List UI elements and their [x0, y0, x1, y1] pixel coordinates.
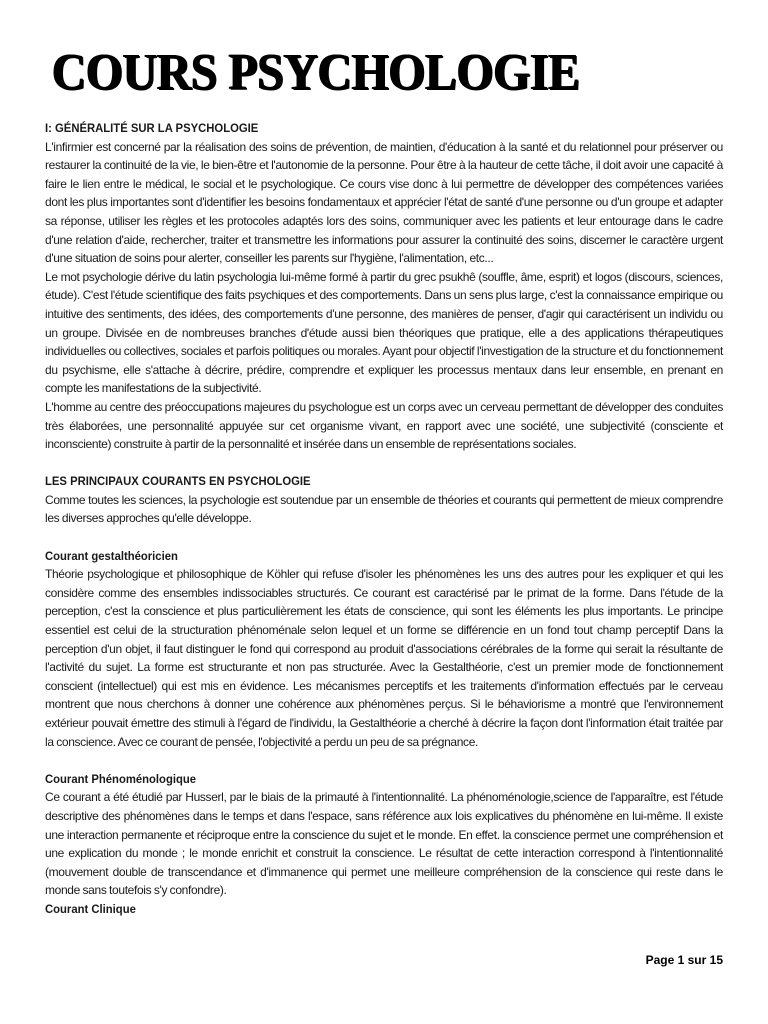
document-body: [45, 119, 723, 919]
paragraph: Le mot psychologie dérive du latin psychologia lui-même formé à partir du grec psukhê (souffle, âme, esprit) et logos (discours, sciences, étude). C'est l'étude scientifique des faits psychiques et des comportements. Dans un sens plus large, c'est la connaissance empirique ou intuitive des sentiments, des idées, des comportements d'une personne, des manières de penser, d'agir qui caractérisent un individu ou un groupe. Divisée en de nombreuses branches d'étude aussi bien théoriques que pratique, elle a des applications thérapeutiques individuelles ou collectives, sociales et parfois politiques ou morales. Ayant pour objectif l'investigation de la structure et du fonctionnement du psychisme, elle s'attache à décrire, prédire, comprendre et expliquer les processus mentaux dans leur ensemble, en prenant en compte les manifestations de la subjectivité.: [45, 269, 723, 396]
section-heading-clinique: Courant Clinique: [45, 901, 136, 916]
paragraph: Théorie psychologique et philosophique de Köhler qui refuse d'isoler les phénomènes les uns des autres pour les expliquer et qui les considère comme des ensembles indissociables structurés. Ce courant est caractérisé par le primat de la forme. Dans l'étude de la perception, c'est la conscience et plus particulièrement les états de conscience, qui sont les éléments les plus importants. Le principe essentiel est celui de la structuration phénoménale selon lequel et un forme se différencie en un fond tout champ perceptif Dans la perception d'un objet, il faut distinguer le fond qui correspond au produit d'associations cérébrales de la forme qui serait la résultante de l'activité du sujet. La forme est structurante et non pas structurée. Avec la Gestalthéorie, c'est un premier mode de fonctionnement conscient (intellectuel) qui est mis en évidence. Les mécanismes perceptifs et les traitements d'information effectués par le cerveau montrent que nous cherchons à donner une cohérence aux phénomènes perçus. Si le béhaviorisme a montré que l'environnement extérieur pouvait émettre des stimuli à l'égard de l'individu, la Gestalthéorie a cherché à décrire la façon dont l'information était traitée par la conscience. Avec ce courant de pensée, l'objectivité a perdu un peu de sa prégnance.: [45, 567, 723, 749]
section-heading-generalite: I: GÉNÉRALITÉ SUR LA PSYCHOLOGIE: [45, 121, 259, 135]
section-heading-courants: LES PRINCIPAUX COURANTS EN PSYCHOLOGIE: [45, 474, 311, 489]
section-heading-phenomenologique: Courant Phénoménologique: [45, 771, 197, 786]
page-number: Page 1 sur 15: [645, 953, 723, 967]
paragraph: Comme toutes les sciences, la psychologie est soutendue par un ensemble de théories et courants qui permettent de mieux comprendre les diverses approches qu'elle développe.: [45, 492, 723, 526]
section-heading-gestalt: Courant gestalthéoricien: [45, 548, 178, 563]
paragraph: Ce courant a été étudié par Husserl, par le biais de la primauté à l'intentionnalité. La phénoménologie,science de l'apparaître, est l'étude descriptive des phénomènes dans le temps et dans l'espace, sans référence aux lois explicatives du phénomène en lui-même. Il existe une interaction permanente et réciproque entre la conscience du sujet et le monde. En effet. la conscience permet une compréhension et une explication du monde ; le monde enrichit et construit la conscience. Le résultat de cette interaction correspond à l'intentionnalité (mouvement double de transcendance et d'immanence qui permet une meilleure compréhension de la conscience qui reste dans le monde sans toutefois s'y confondre).: [45, 790, 723, 898]
document-title: COURS PSYCHOLOGIE: [52, 44, 580, 101]
paragraph: L'infirmier est concerné par la réalisation des soins de prévention, de maintien, d'éducation à la santé et du relationnel pour préserver ou restaurer la continuité de la vie, le bien-être et l'autonomie de la personne. Pour être à la hauteur de cette tâche, il doit avoir une capacité à faire le lien entre le médical, le social et le psychologique. Ce cours vise donc à lui permettre de développer des compétences variées dont les plus importantes sont d'identifier les besoins fondamentaux et apprécier l'état de santé d'une personne ou d'un groupe et adapter sa réponse, utiliser les règles et les protocoles adaptés lors des soins, communiquer avec les patients et leur entourage dans le cadre d'une relation d'aide, rechercher, traiter et transmettre les informations pour assurer la continuité des soins, discerner le caractère urgent d'une situation de soins pour alerter, conseiller les parents sur l'hygiène, l'alimentation, etc...: [45, 139, 723, 266]
paragraph: L'homme au centre des préoccupations majeures du psychologue est un corps avec un cerveau permettant de développer des conduites très élaborées, une personnalité appuyée sur cet organisme vivant, en rapport avec une société, une subjectivité (consciente et inconsciente) construite à partir de la personnalité et insérée dans un ensemble de représentations sociales.: [45, 399, 723, 452]
